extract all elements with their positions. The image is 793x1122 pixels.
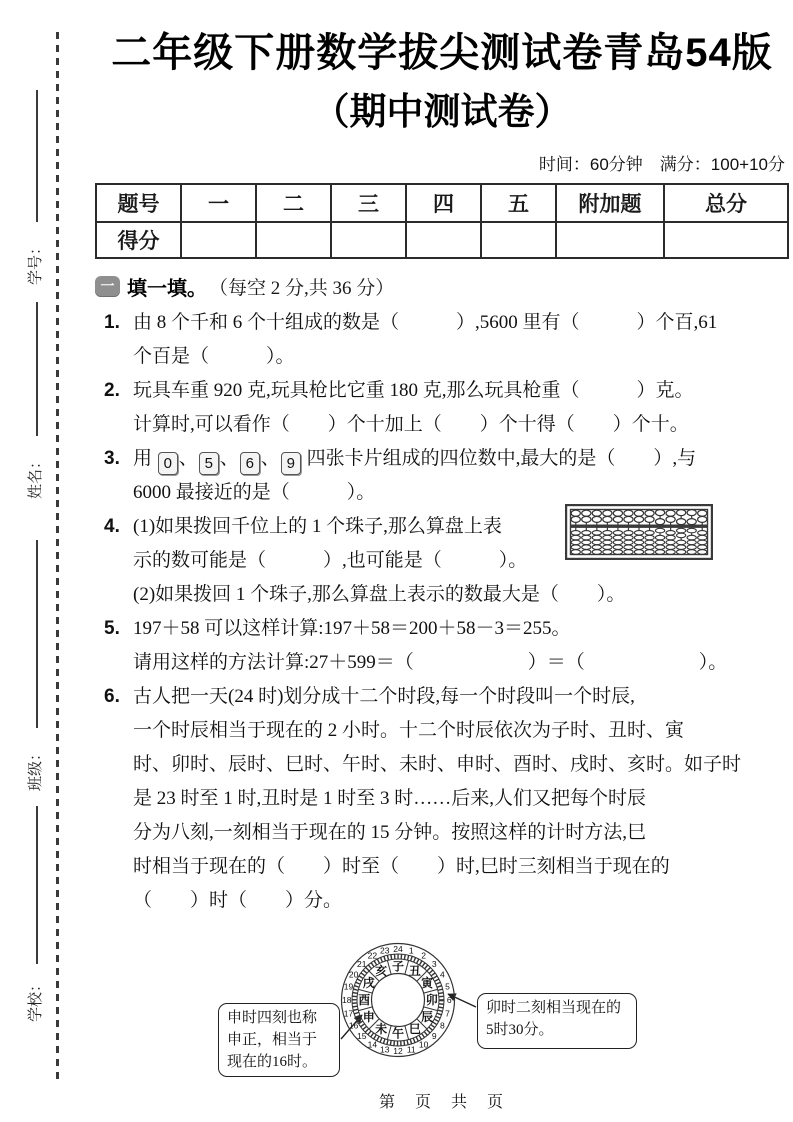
question-line: (1)如果拨回千位上的 1 个珠子,那么算盘上表 (133, 515, 502, 537)
sidebar-writein-line-name (36, 302, 38, 436)
question-line: 分为八刻,一刻相当于现在的 15 分钟。按照这样的计时方法,巳 (133, 821, 647, 843)
question-line: 时、卯时、辰时、巳时、午时、未时、申时、酉时、戌时、亥时。如子时 (133, 753, 742, 775)
question-line: 个百是（ ）。 (133, 345, 295, 367)
question (95, 510, 789, 612)
section-title: 填一填。 (127, 277, 207, 300)
clock-hour-label: 14 (367, 1038, 378, 1049)
24-hour-zodiac-clock (339, 941, 457, 1059)
question-line: 古人把一天(24 时)划分成十二个时段,每一个时段叫一个时辰, (133, 685, 635, 707)
score-table (95, 183, 789, 259)
question-line: 计算时,可以看作（ ）个十加上（ ）个十得（ ）个十。 (133, 413, 689, 435)
section-header (95, 273, 789, 300)
digit-card: 0 (158, 452, 178, 475)
question-text: 四张卡片组成的四位数中,最大的是（ ）,与 (301, 447, 697, 469)
digit-card: 9 (281, 452, 301, 475)
page-subtitle: （期中测试卷） (312, 91, 572, 132)
clock-hour-label: 2 (421, 950, 426, 961)
clock-hour-label: 5 (445, 981, 450, 992)
digit-card: 6 (240, 452, 260, 475)
clock-hour-label: 7 (445, 1007, 450, 1018)
clock-hour-label: 23 (380, 945, 390, 956)
question-line: （ ）时（ ）分。 (133, 889, 343, 911)
question-line (133, 442, 789, 476)
sidebar-field-name (12, 438, 56, 514)
page-footer: 第 页 共 页 (378, 1093, 505, 1111)
cut-dashed-line (56, 32, 59, 1085)
clock-hour-label: 20 (348, 968, 359, 979)
sidebar-field-class (12, 730, 56, 806)
question-line: 6000 最接近的是（ ）。 (133, 481, 376, 503)
clock-branch-label: 申 (362, 1009, 375, 1024)
question-line: 请用这样的方法计算:27＋599＝（ ）＝（ ）。 (133, 651, 728, 673)
clock-hour-label: 11 (406, 1044, 416, 1055)
clock-hour-label: 10 (418, 1038, 429, 1049)
sidebar-field-label: 姓名： (26, 453, 44, 499)
score-cell-empty (406, 222, 481, 258)
clock-branch-label: 亥 (375, 963, 388, 978)
question-line: 197＋58 可以这样计算:197＋58＝200＋58－3＝255。 (133, 617, 571, 639)
question-line: (2)如果拨回 1 个珠子,那么算盘上表示的数最大是（ ）。 (133, 583, 626, 605)
question-number: 2. (104, 379, 120, 401)
clock-hour-label: 17 (343, 1007, 354, 1018)
abacus-svg (565, 504, 713, 560)
sidebar-writein-line-school (36, 806, 38, 964)
sidebar-writein-line-class (36, 540, 38, 728)
question-number: 4. (104, 515, 120, 537)
clock-hour-label: 19 (343, 981, 354, 992)
questions (95, 306, 789, 918)
sidebar-writein-line-student-number (36, 90, 38, 222)
clock-hour-label: 15 (357, 1030, 367, 1041)
clock-branch-label: 未 (375, 1021, 388, 1036)
page-title: 二年级下册数学拔尖测试卷青岛54版 (111, 31, 773, 75)
digit-card: 5 (199, 452, 219, 475)
clock-hour-label: 21 (357, 958, 367, 969)
score-cell-empty (331, 222, 406, 258)
abacus-image (565, 504, 713, 566)
clock-hour-label: 4 (439, 968, 445, 979)
question-line: 由 8 个千和 6 个十组成的数是（ ）,5600 里有（ ）个百,61 (133, 311, 718, 333)
score-table-score-row (96, 222, 788, 258)
clock-hour-label: 24 (393, 943, 403, 954)
clock-branch-label: 午 (391, 1026, 405, 1041)
clock-hour-label: 1 (408, 945, 414, 956)
score-table-header-cell: 总分 (664, 184, 788, 222)
sidebar-field-label: 学校： (26, 976, 44, 1022)
callout-left: 申时四刻也称申正，相当于现在的16时。 (218, 1003, 340, 1077)
content-column (95, 0, 789, 1112)
question-line: 时相当于现在的（ ）时至（ ）时,巳时三刻相当于现在的 (133, 855, 670, 877)
sidebar-field-student-number (12, 224, 56, 300)
clock-branch-label: 丑 (408, 963, 421, 978)
question-number: 3. (104, 447, 120, 469)
clock-hour-label: 22 (367, 950, 378, 961)
score-cell-empty (481, 222, 556, 258)
clock-hour-label: 12 (393, 1045, 403, 1056)
clock-branch-label: 子 (391, 958, 405, 973)
clock-branch-label: 卯 (425, 992, 438, 1007)
clock-branch-label: 巳 (408, 1021, 421, 1036)
score-cell-empty (181, 222, 256, 258)
clock-branch-label: 戌 (362, 975, 375, 990)
exam-meta: 时间：60分钟 满分：100+10分 (538, 154, 785, 174)
sidebar-field-label: 学号： (26, 239, 44, 285)
question-text: 、 (260, 447, 280, 469)
question-number: 5. (104, 617, 120, 639)
sidebar-field-school (12, 964, 56, 1034)
clock-hour-label: 16 (348, 1020, 359, 1031)
score-cell-empty (256, 222, 331, 258)
score-table-header-cell: 四 (406, 184, 481, 222)
question (95, 306, 789, 374)
question-line: 一个时辰相当于现在的 2 小时。十二个时辰依次为子时、丑时、寅 (133, 719, 685, 741)
question-line: 玩具车重 920 克,玩具枪比它重 180 克,那么玩具枪重（ ）克。 (133, 379, 694, 401)
score-table-header-cell: 三 (331, 184, 406, 222)
clock-hour-label: 6 (446, 994, 452, 1005)
question-text: 用 (133, 447, 157, 469)
question-line: 示的数可能是（ ）,也可能是（ ）。 (133, 549, 528, 571)
question-number: 6. (104, 685, 120, 707)
clock-branch-label: 酉 (358, 992, 371, 1007)
clock-hour-label: 13 (380, 1044, 390, 1055)
score-table-header-cell: 五 (481, 184, 556, 222)
clock-hour-label: 3 (431, 958, 437, 969)
score-row-label: 得分 (96, 222, 181, 258)
section-note: （每空 2 分,共 36 分） (209, 277, 395, 299)
score-cell-empty (556, 222, 664, 258)
question-number: 1. (104, 311, 120, 333)
score-cell-empty (664, 222, 788, 258)
question (95, 612, 789, 680)
question-text: 、 (178, 447, 198, 469)
clock-hour-label: 8 (439, 1020, 445, 1031)
question-text: 、 (219, 447, 239, 469)
clock-branch-label: 寅 (421, 975, 434, 990)
callout-right: 卯时二刻相当现在的5时30分。 (477, 993, 637, 1049)
score-table-header-cell: 二 (256, 184, 331, 222)
question (95, 374, 789, 442)
question-line: 是 23 时至 1 时,丑时是 1 时至 3 时……后来,人们又把每个时辰 (133, 787, 647, 809)
question (95, 442, 789, 510)
score-table-header-cell: 附加题 (556, 184, 664, 222)
score-table-header-cell: 一 (181, 184, 256, 222)
clock-hour-label: 18 (342, 994, 352, 1005)
sidebar-field-label: 班级： (26, 745, 44, 791)
clock-figure (95, 933, 789, 1083)
section-badge-icon: 一 (95, 276, 120, 297)
score-table-header-row (96, 184, 788, 222)
question (95, 680, 789, 918)
score-table-header-cell: 题号 (96, 184, 181, 222)
clock-branch-label: 辰 (421, 1009, 434, 1024)
clock-hour-label: 9 (431, 1030, 437, 1041)
